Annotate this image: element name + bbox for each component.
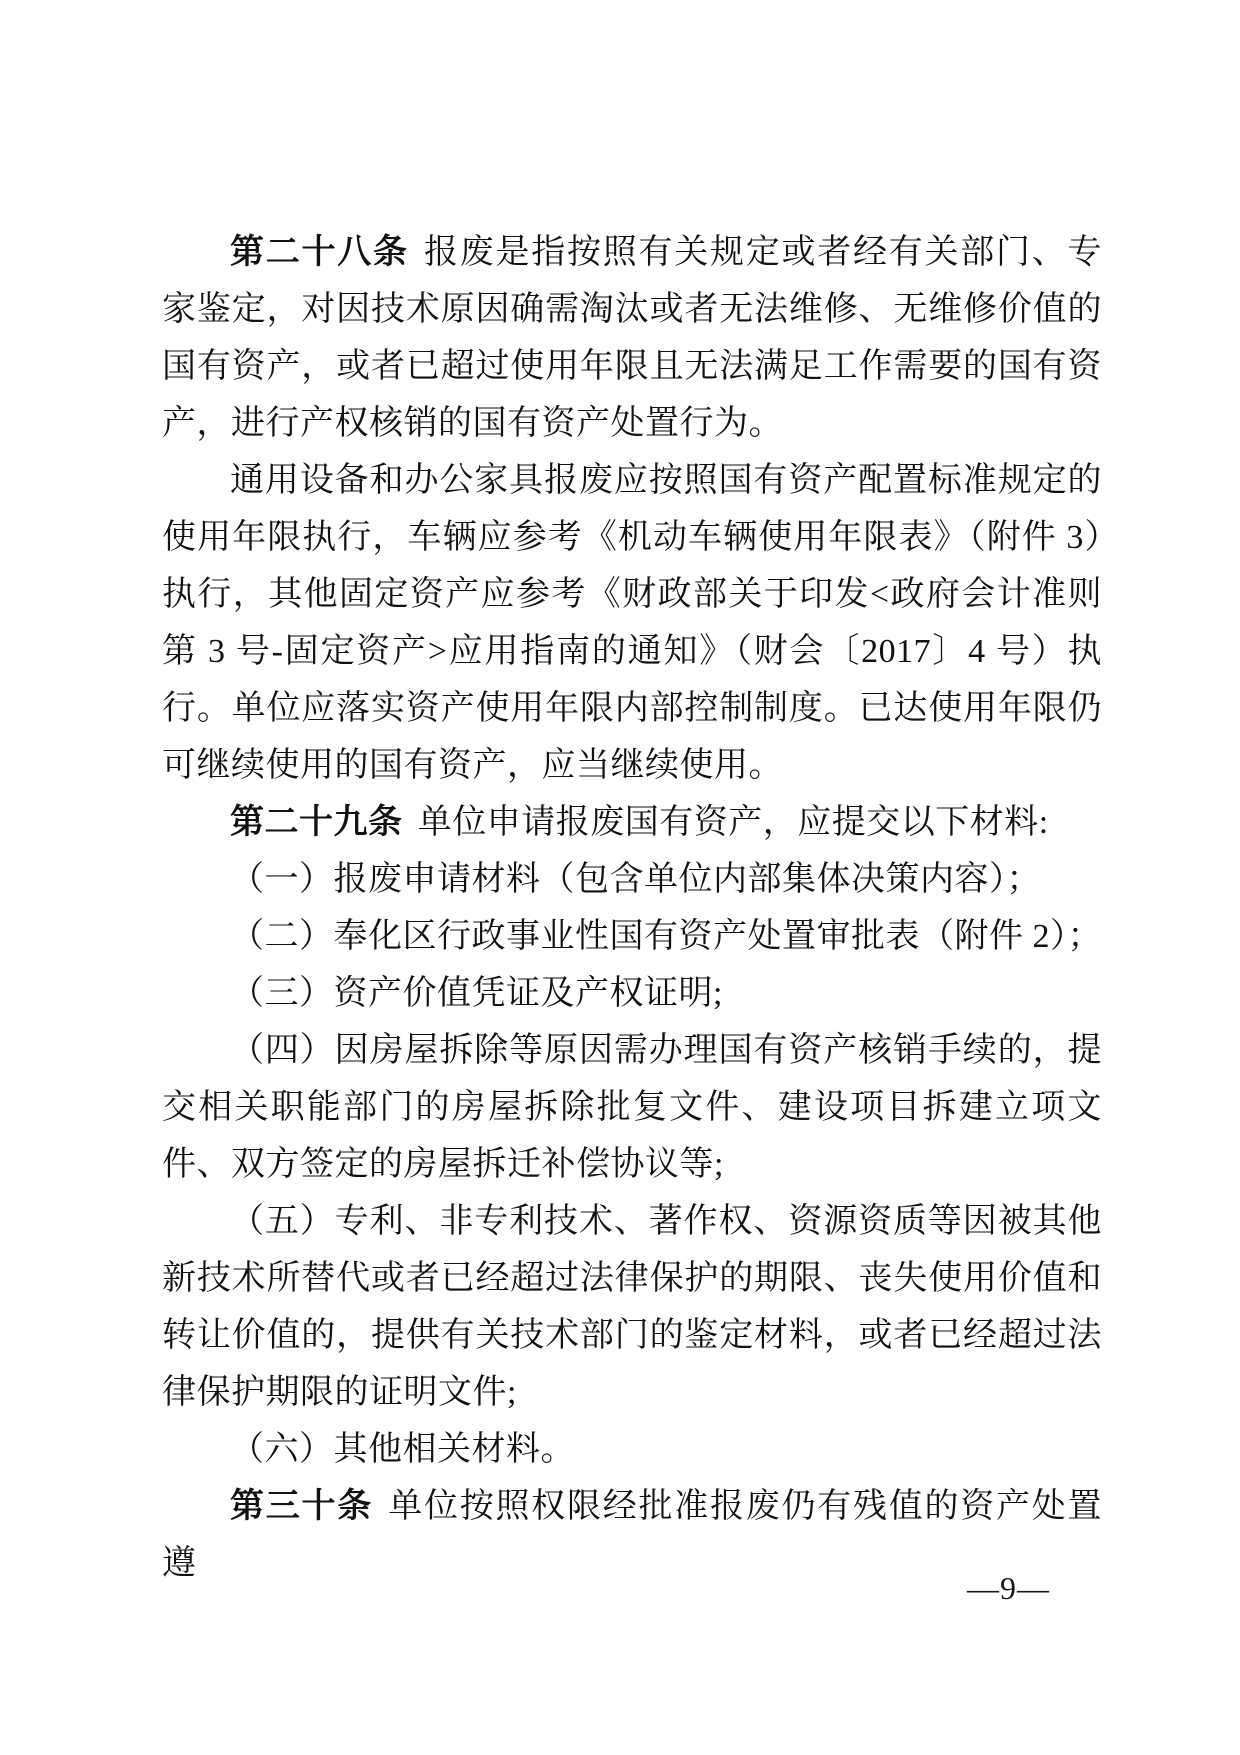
paragraph-text: 单位申请报废国有资产，应提交以下材料: (417, 804, 1049, 841)
paragraph-article-30 (162, 1478, 1102, 1592)
page-number-label: —9— (967, 1570, 1050, 1606)
list-item-4 (162, 1022, 1102, 1193)
list-item-3 (162, 965, 1102, 1022)
list-item-2 (162, 908, 1102, 965)
page-number (967, 1568, 1050, 1608)
list-item-text: （五）专利、非专利技术、著作权、资源资质等因被其他新技术所替代或者已经超过法律保护的期限、丧失使用价值和转让价值的，提供有关技术部门的鉴定材料，或者已经超过法律保护期限的证明文件; (162, 1203, 1102, 1411)
paragraph-text: 通用设备和办公家具报废应按照国有资产配置标准规定的使用年限执行，车辆应参考《机动车辆使用年限表》（附件 3）执行，其他固定资产应参考《财政部关于印发<政府会计准则第 3 号-固定资产>应用指南的通知》（财会〔2017〕4 号）执行。单位应落实资产使用年限内部控制制度。已达使用年限仍可继续使用的国有资产，应当继续使用。 (162, 462, 1102, 784)
article-29-number: 第二十九条 (230, 804, 403, 841)
list-item-1 (162, 851, 1102, 908)
paragraph-service-life (162, 452, 1102, 794)
list-item-text: （二）奉化区行政事业性国有资产处置审批表（附件 2）； (230, 918, 1102, 955)
paragraph-text: 报废是指按照有关规定或者经有关部门、专家鉴定，对因技术原因确需淘汰或者无法维修、无维修价值的国有资产，或者已超过使用年限且无法满足工作需要的国有资产，进行产权核销的国有资产处置行为。 (162, 234, 1103, 442)
list-item-5 (162, 1193, 1102, 1421)
list-item-text: （六）其他相关材料。 (230, 1431, 575, 1468)
document-body (162, 224, 1102, 1592)
article-28-number: 第二十八条 (230, 234, 409, 271)
list-item-6 (162, 1421, 1102, 1478)
list-item-text: （三）资产价值凭证及产权证明; (230, 975, 723, 1012)
list-item-text: （四）因房屋拆除等原因需办理国有资产核销手续的，提交相关职能部门的房屋拆除批复文件、建设项目拆建立项文件、双方签定的房屋拆迁补偿协议等; (162, 1032, 1102, 1183)
article-30-number: 第三十条 (230, 1488, 373, 1525)
paragraph-article-29 (162, 794, 1102, 851)
paragraph-article-28 (162, 224, 1102, 452)
list-item-text: （一）报废申请材料（包含单位内部集体决策内容）； (230, 861, 1041, 898)
paragraph-text: 单位按照权限经批准报废仍有残值的资产处置遵 (162, 1488, 1103, 1582)
